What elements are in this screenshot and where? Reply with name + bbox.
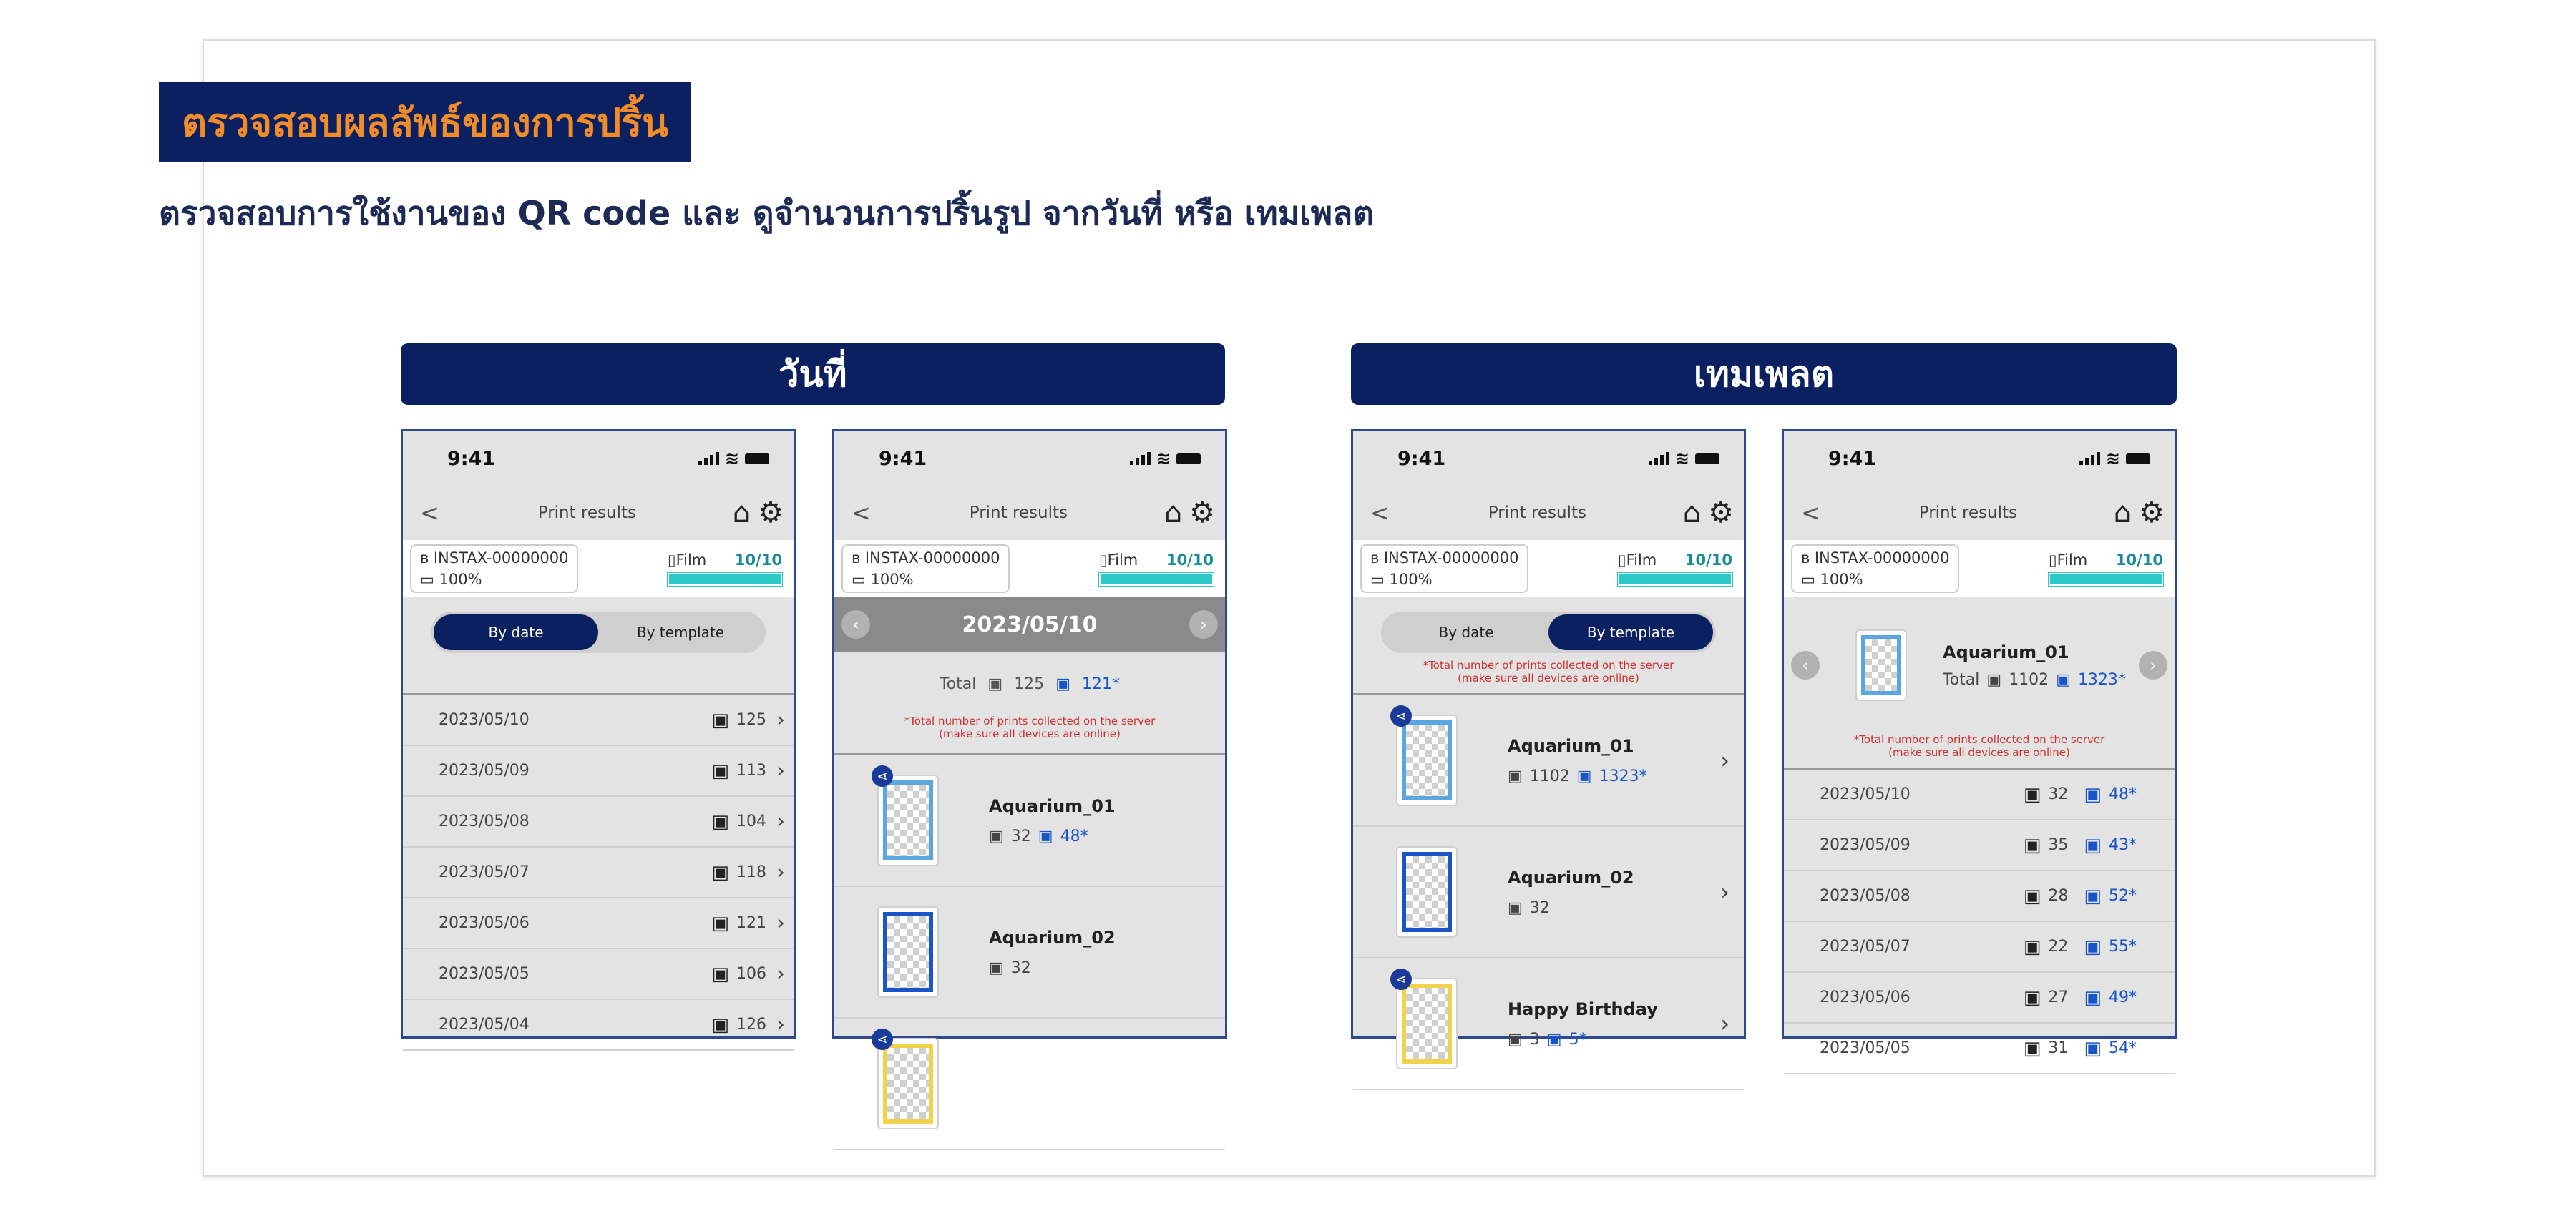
template-thumbnail bbox=[1396, 715, 1458, 806]
status-bar bbox=[1353, 431, 1744, 486]
chevron-right-icon[interactable]: › bbox=[1720, 747, 1729, 774]
battery-level: 100% bbox=[1820, 571, 1863, 588]
gear-icon[interactable]: ⚙ bbox=[2139, 496, 2165, 529]
server-print-icon: ▣ bbox=[1038, 827, 1053, 845]
print-count: 32 bbox=[1010, 827, 1031, 845]
print-count: 32 bbox=[1529, 898, 1550, 917]
battery-level: 100% bbox=[870, 571, 914, 588]
server-print-icon: ▣ bbox=[2084, 834, 2102, 856]
nav-title: Print results bbox=[1918, 504, 2018, 522]
print-icon: ▣ bbox=[711, 760, 729, 782]
row-date: 2023/05/10 bbox=[439, 711, 530, 729]
share-icon[interactable]: ⋖ bbox=[1390, 705, 1412, 727]
print-count: 1102 bbox=[1529, 767, 1570, 785]
wifi-icon: ≋ bbox=[1674, 448, 1689, 469]
row-date: 2023/05/05 bbox=[1820, 1039, 1911, 1057]
nav-title: Print results bbox=[969, 504, 1068, 522]
phone-date-detail bbox=[832, 429, 1227, 1047]
chevron-right-icon[interactable]: › bbox=[776, 860, 785, 885]
back-icon[interactable]: < bbox=[1801, 499, 1820, 526]
section-header-by-date: วันที่ bbox=[401, 343, 1225, 405]
template-name: Aquarium_01 bbox=[989, 795, 1116, 816]
signal-icon bbox=[2079, 452, 2100, 465]
battery-level: 100% bbox=[439, 571, 482, 588]
toggle-by-template[interactable]: By template bbox=[1548, 614, 1713, 650]
status-time: 9:41 bbox=[1397, 447, 1446, 470]
template-row[interactable] bbox=[1353, 695, 1744, 827]
title-banner bbox=[159, 82, 691, 162]
battery-icon bbox=[745, 453, 769, 464]
device-name: INSTAX-00000000 bbox=[1814, 549, 1950, 567]
row-count: 32 bbox=[2048, 785, 2069, 803]
status-bar bbox=[1784, 431, 2175, 486]
print-icon: ▣ bbox=[2023, 1037, 2041, 1059]
row-server-count: 48* bbox=[2109, 785, 2137, 803]
total-server-count: 121* bbox=[1081, 675, 1120, 693]
server-count: 48* bbox=[1060, 827, 1088, 845]
nav-bar bbox=[1353, 486, 1744, 540]
print-icon: ▣ bbox=[987, 675, 1003, 693]
template-name: Aquarium_02 bbox=[1508, 867, 1634, 888]
home-icon[interactable]: ⌂ bbox=[2113, 496, 2132, 529]
server-print-icon: ▣ bbox=[2084, 885, 2102, 907]
toggle-by-date[interactable]: By date bbox=[1438, 624, 1494, 641]
server-print-icon: ▣ bbox=[2084, 783, 2102, 805]
status-time: 9:41 bbox=[879, 447, 927, 470]
row-server-count: 54* bbox=[2109, 1039, 2137, 1057]
phone-by-date-list bbox=[401, 429, 796, 1039]
row-count: 113 bbox=[736, 762, 766, 780]
row-date: 2023/05/08 bbox=[439, 813, 530, 830]
date-row[interactable] bbox=[1784, 922, 2175, 973]
chevron-right-icon[interactable]: › bbox=[776, 911, 785, 936]
battery-icon bbox=[1176, 453, 1201, 464]
server-count: 1323* bbox=[1599, 767, 1647, 785]
date-row[interactable] bbox=[403, 695, 794, 746]
template-thumbnail bbox=[1396, 978, 1458, 1069]
date-row[interactable] bbox=[1784, 820, 2175, 871]
device-status: ʙ INSTAX-00000000 ▭ 100% ▯Film 10/10 bbox=[834, 540, 1225, 597]
date-row[interactable] bbox=[403, 1000, 794, 1051]
home-icon[interactable]: ⌂ bbox=[1682, 496, 1702, 529]
template-row[interactable] bbox=[834, 755, 1225, 887]
server-print-icon: ▣ bbox=[1055, 675, 1070, 693]
chevron-right-icon[interactable]: › bbox=[776, 1012, 785, 1037]
selected-date: 2023/05/10 bbox=[962, 612, 1098, 637]
status-time: 9:41 bbox=[1828, 447, 1877, 470]
date-row[interactable] bbox=[403, 898, 794, 949]
row-server-count: 52* bbox=[2109, 887, 2137, 905]
print-icon: ▣ bbox=[2023, 783, 2041, 805]
row-count: 118 bbox=[736, 863, 766, 881]
page-subtitle: ตรวจสอบการใช้งานของ QR code และ ดูจำนวนการปริ้นรูป จากวันที่ หรือ เทมเพลต bbox=[159, 194, 1375, 232]
server-print-icon: ▣ bbox=[2084, 1037, 2102, 1059]
signal-icon bbox=[698, 452, 719, 465]
status-bar bbox=[834, 431, 1225, 486]
device-name: INSTAX-00000000 bbox=[1383, 549, 1519, 567]
chevron-right-icon[interactable]: › bbox=[776, 809, 785, 834]
device-name: INSTAX-00000000 bbox=[433, 549, 569, 567]
template-header bbox=[1784, 597, 2175, 733]
chevron-right-icon[interactable]: › bbox=[776, 758, 785, 783]
template-name: Aquarium_01 bbox=[1508, 735, 1634, 756]
row-date: 2023/05/06 bbox=[439, 914, 530, 932]
battery-icon bbox=[1695, 453, 1719, 464]
chevron-right-icon[interactable]: › bbox=[776, 707, 785, 732]
home-icon[interactable]: ⌂ bbox=[732, 496, 751, 529]
back-icon[interactable]: < bbox=[852, 499, 871, 526]
print-count: 32 bbox=[1010, 958, 1031, 977]
row-count: 126 bbox=[736, 1016, 766, 1034]
phone-template-detail bbox=[1782, 429, 2177, 1059]
film-level-bar bbox=[1099, 573, 1214, 586]
nav-bar bbox=[1784, 486, 2175, 540]
film-label: Film bbox=[2057, 551, 2088, 569]
date-row[interactable] bbox=[403, 797, 794, 848]
server-print-icon: ▣ bbox=[1546, 1030, 1562, 1049]
row-date: 2023/05/09 bbox=[1820, 836, 1911, 854]
template-name: Aquarium_01 bbox=[1943, 642, 2069, 662]
row-server-count: 49* bbox=[2109, 989, 2137, 1006]
template-row[interactable] bbox=[834, 887, 1225, 1019]
share-icon[interactable]: ⋖ bbox=[872, 1029, 893, 1050]
print-count: 3 bbox=[1529, 1030, 1540, 1049]
total-server-count: 1323* bbox=[2077, 670, 2126, 689]
row-count: 121 bbox=[736, 914, 766, 932]
template-row[interactable] bbox=[1353, 827, 1744, 958]
server-print-icon: ▣ bbox=[1576, 767, 1592, 785]
toggle-by-template[interactable]: By template bbox=[636, 624, 725, 641]
gear-icon[interactable]: ⚙ bbox=[1189, 496, 1215, 529]
print-icon: ▣ bbox=[2023, 834, 2041, 856]
signal-icon bbox=[1649, 452, 1669, 465]
row-count: 22 bbox=[2048, 938, 2069, 956]
film-level-bar bbox=[1618, 573, 1732, 586]
print-icon: ▣ bbox=[711, 1014, 729, 1036]
film-count: 10/10 bbox=[2115, 551, 2163, 569]
row-count: 31 bbox=[2048, 1039, 2069, 1057]
share-icon[interactable]: ⋖ bbox=[872, 765, 893, 787]
server-count: 5* bbox=[1568, 1030, 1587, 1049]
prev-template-icon[interactable]: ‹ bbox=[1791, 651, 1820, 680]
phone-by-template-list bbox=[1351, 429, 1746, 1049]
device-status: ʙ INSTAX-00000000 ▭ 100% ▯Film 10/10 bbox=[403, 540, 794, 597]
row-date: 2023/05/08 bbox=[1820, 887, 1911, 905]
date-row[interactable] bbox=[1784, 770, 2175, 820]
wifi-icon: ≋ bbox=[724, 448, 739, 469]
print-icon: ▣ bbox=[711, 709, 729, 731]
chevron-right-icon[interactable]: › bbox=[1720, 878, 1729, 906]
nav-bar bbox=[834, 486, 1225, 540]
row-date: 2023/05/04 bbox=[439, 1016, 530, 1034]
print-icon: ▣ bbox=[1986, 670, 2002, 689]
print-icon: ▣ bbox=[1508, 767, 1523, 785]
next-template-icon[interactable]: › bbox=[2139, 651, 2167, 680]
row-count: 125 bbox=[736, 711, 766, 729]
print-icon: ▣ bbox=[711, 963, 729, 985]
status-bar bbox=[403, 431, 794, 486]
template-thumbnail bbox=[877, 775, 939, 866]
total-count: 1102 bbox=[2009, 670, 2049, 689]
row-server-count: 43* bbox=[2109, 836, 2137, 854]
date-row[interactable] bbox=[403, 746, 794, 797]
print-icon: ▣ bbox=[2023, 885, 2041, 907]
row-date: 2023/05/06 bbox=[1820, 989, 1911, 1006]
toggle-by-date[interactable]: By date bbox=[434, 614, 598, 650]
film-label: Film bbox=[1107, 551, 1138, 569]
date-row[interactable] bbox=[1784, 973, 2175, 1024]
server-note: *Total number of prints collected on the server (make sure all devices are online) bbox=[1423, 659, 1674, 685]
signal-icon bbox=[1130, 452, 1151, 465]
nav-title: Print results bbox=[1488, 504, 1587, 522]
template-name: Happy Birthday bbox=[1508, 999, 1658, 1019]
home-icon[interactable]: ⌂ bbox=[1163, 496, 1183, 529]
device-status: ʙ INSTAX-00000000 ▭ 100% ▯Film 10/10 bbox=[1784, 540, 2175, 597]
film-label: Film bbox=[675, 551, 707, 569]
row-date: 2023/05/07 bbox=[1820, 938, 1911, 956]
template-row[interactable] bbox=[1353, 958, 1744, 1090]
battery-icon bbox=[2126, 453, 2150, 464]
row-count: 106 bbox=[736, 965, 766, 983]
film-level-bar bbox=[2049, 573, 2163, 586]
row-server-count: 55* bbox=[2109, 938, 2137, 956]
chevron-right-icon[interactable]: › bbox=[776, 961, 785, 986]
film-count: 10/10 bbox=[1166, 551, 1214, 569]
film-label: Film bbox=[1626, 551, 1657, 569]
total-label: Total bbox=[1943, 670, 1980, 689]
print-icon: ▣ bbox=[2023, 986, 2041, 1009]
row-count: 27 bbox=[2048, 989, 2069, 1006]
wifi-icon: ≋ bbox=[2105, 448, 2120, 469]
film-level-bar bbox=[668, 573, 782, 586]
nav-bar bbox=[403, 486, 794, 540]
server-print-icon: ▣ bbox=[2084, 986, 2102, 1009]
total-row bbox=[834, 659, 1225, 709]
server-note: *Total number of prints collected on the server (make sure all devices are online) bbox=[1853, 733, 2105, 759]
row-date: 2023/05/09 bbox=[439, 762, 530, 780]
print-icon: ▣ bbox=[989, 827, 1004, 845]
device-status: ʙ INSTAX-00000000 ▭ 100% ▯Film 10/10 bbox=[1353, 540, 1744, 597]
server-note: *Total number of prints collected on the server (make sure all devices are online) bbox=[904, 715, 1156, 740]
print-icon: ▣ bbox=[2023, 936, 2041, 958]
template-thumbnail bbox=[1855, 629, 1907, 701]
row-date: 2023/05/05 bbox=[439, 965, 530, 983]
template-thumbnail bbox=[877, 906, 939, 998]
wifi-icon: ≋ bbox=[1156, 448, 1171, 469]
date-selector bbox=[834, 597, 1225, 652]
film-count: 10/10 bbox=[1684, 551, 1732, 569]
print-icon: ▣ bbox=[711, 912, 729, 934]
print-icon: ▣ bbox=[1508, 898, 1523, 917]
row-count: 35 bbox=[2048, 836, 2069, 854]
view-toggle bbox=[1381, 612, 1716, 653]
row-count: 104 bbox=[736, 813, 766, 830]
total-count: 125 bbox=[1014, 675, 1045, 693]
chevron-right-icon[interactable]: › bbox=[1720, 1010, 1729, 1037]
prev-date-icon[interactable]: ‹ bbox=[841, 610, 870, 639]
section-header-by-template: เทมเพลต bbox=[1351, 343, 2177, 405]
gear-icon[interactable]: ⚙ bbox=[758, 496, 784, 529]
film-count: 10/10 bbox=[734, 551, 782, 569]
print-icon: ▣ bbox=[1508, 1030, 1523, 1049]
gear-icon[interactable]: ⚙ bbox=[1708, 496, 1734, 529]
template-name: Aquarium_02 bbox=[989, 927, 1116, 948]
template-thumbnail bbox=[877, 1038, 939, 1129]
page-title: ตรวจสอบผลลัพธ์ของการปริ้น bbox=[182, 100, 669, 145]
template-thumbnail bbox=[1396, 846, 1458, 938]
row-count: 28 bbox=[2048, 887, 2069, 905]
date-row[interactable] bbox=[403, 848, 794, 898]
server-print-icon: ▣ bbox=[2084, 936, 2102, 958]
back-icon[interactable]: < bbox=[420, 499, 439, 526]
date-row[interactable] bbox=[1784, 1024, 2175, 1074]
row-date: 2023/05/07 bbox=[439, 863, 530, 881]
row-date: 2023/05/10 bbox=[1820, 785, 1911, 803]
date-row[interactable] bbox=[1784, 871, 2175, 922]
status-time: 9:41 bbox=[447, 447, 496, 470]
date-row[interactable] bbox=[403, 949, 794, 1000]
template-row[interactable] bbox=[834, 1019, 1225, 1150]
back-icon[interactable]: < bbox=[1370, 499, 1390, 526]
server-print-icon: ▣ bbox=[2056, 670, 2071, 689]
print-icon: ▣ bbox=[989, 958, 1004, 977]
share-icon[interactable]: ⋖ bbox=[1390, 969, 1412, 990]
nav-title: Print results bbox=[537, 504, 637, 522]
next-date-icon[interactable]: › bbox=[1189, 610, 1218, 639]
print-icon: ▣ bbox=[711, 810, 729, 833]
total-label: Total bbox=[940, 675, 977, 693]
view-toggle bbox=[431, 612, 766, 653]
device-name: INSTAX-00000000 bbox=[864, 549, 1000, 567]
battery-level: 100% bbox=[1389, 571, 1433, 588]
print-icon: ▣ bbox=[711, 861, 729, 883]
